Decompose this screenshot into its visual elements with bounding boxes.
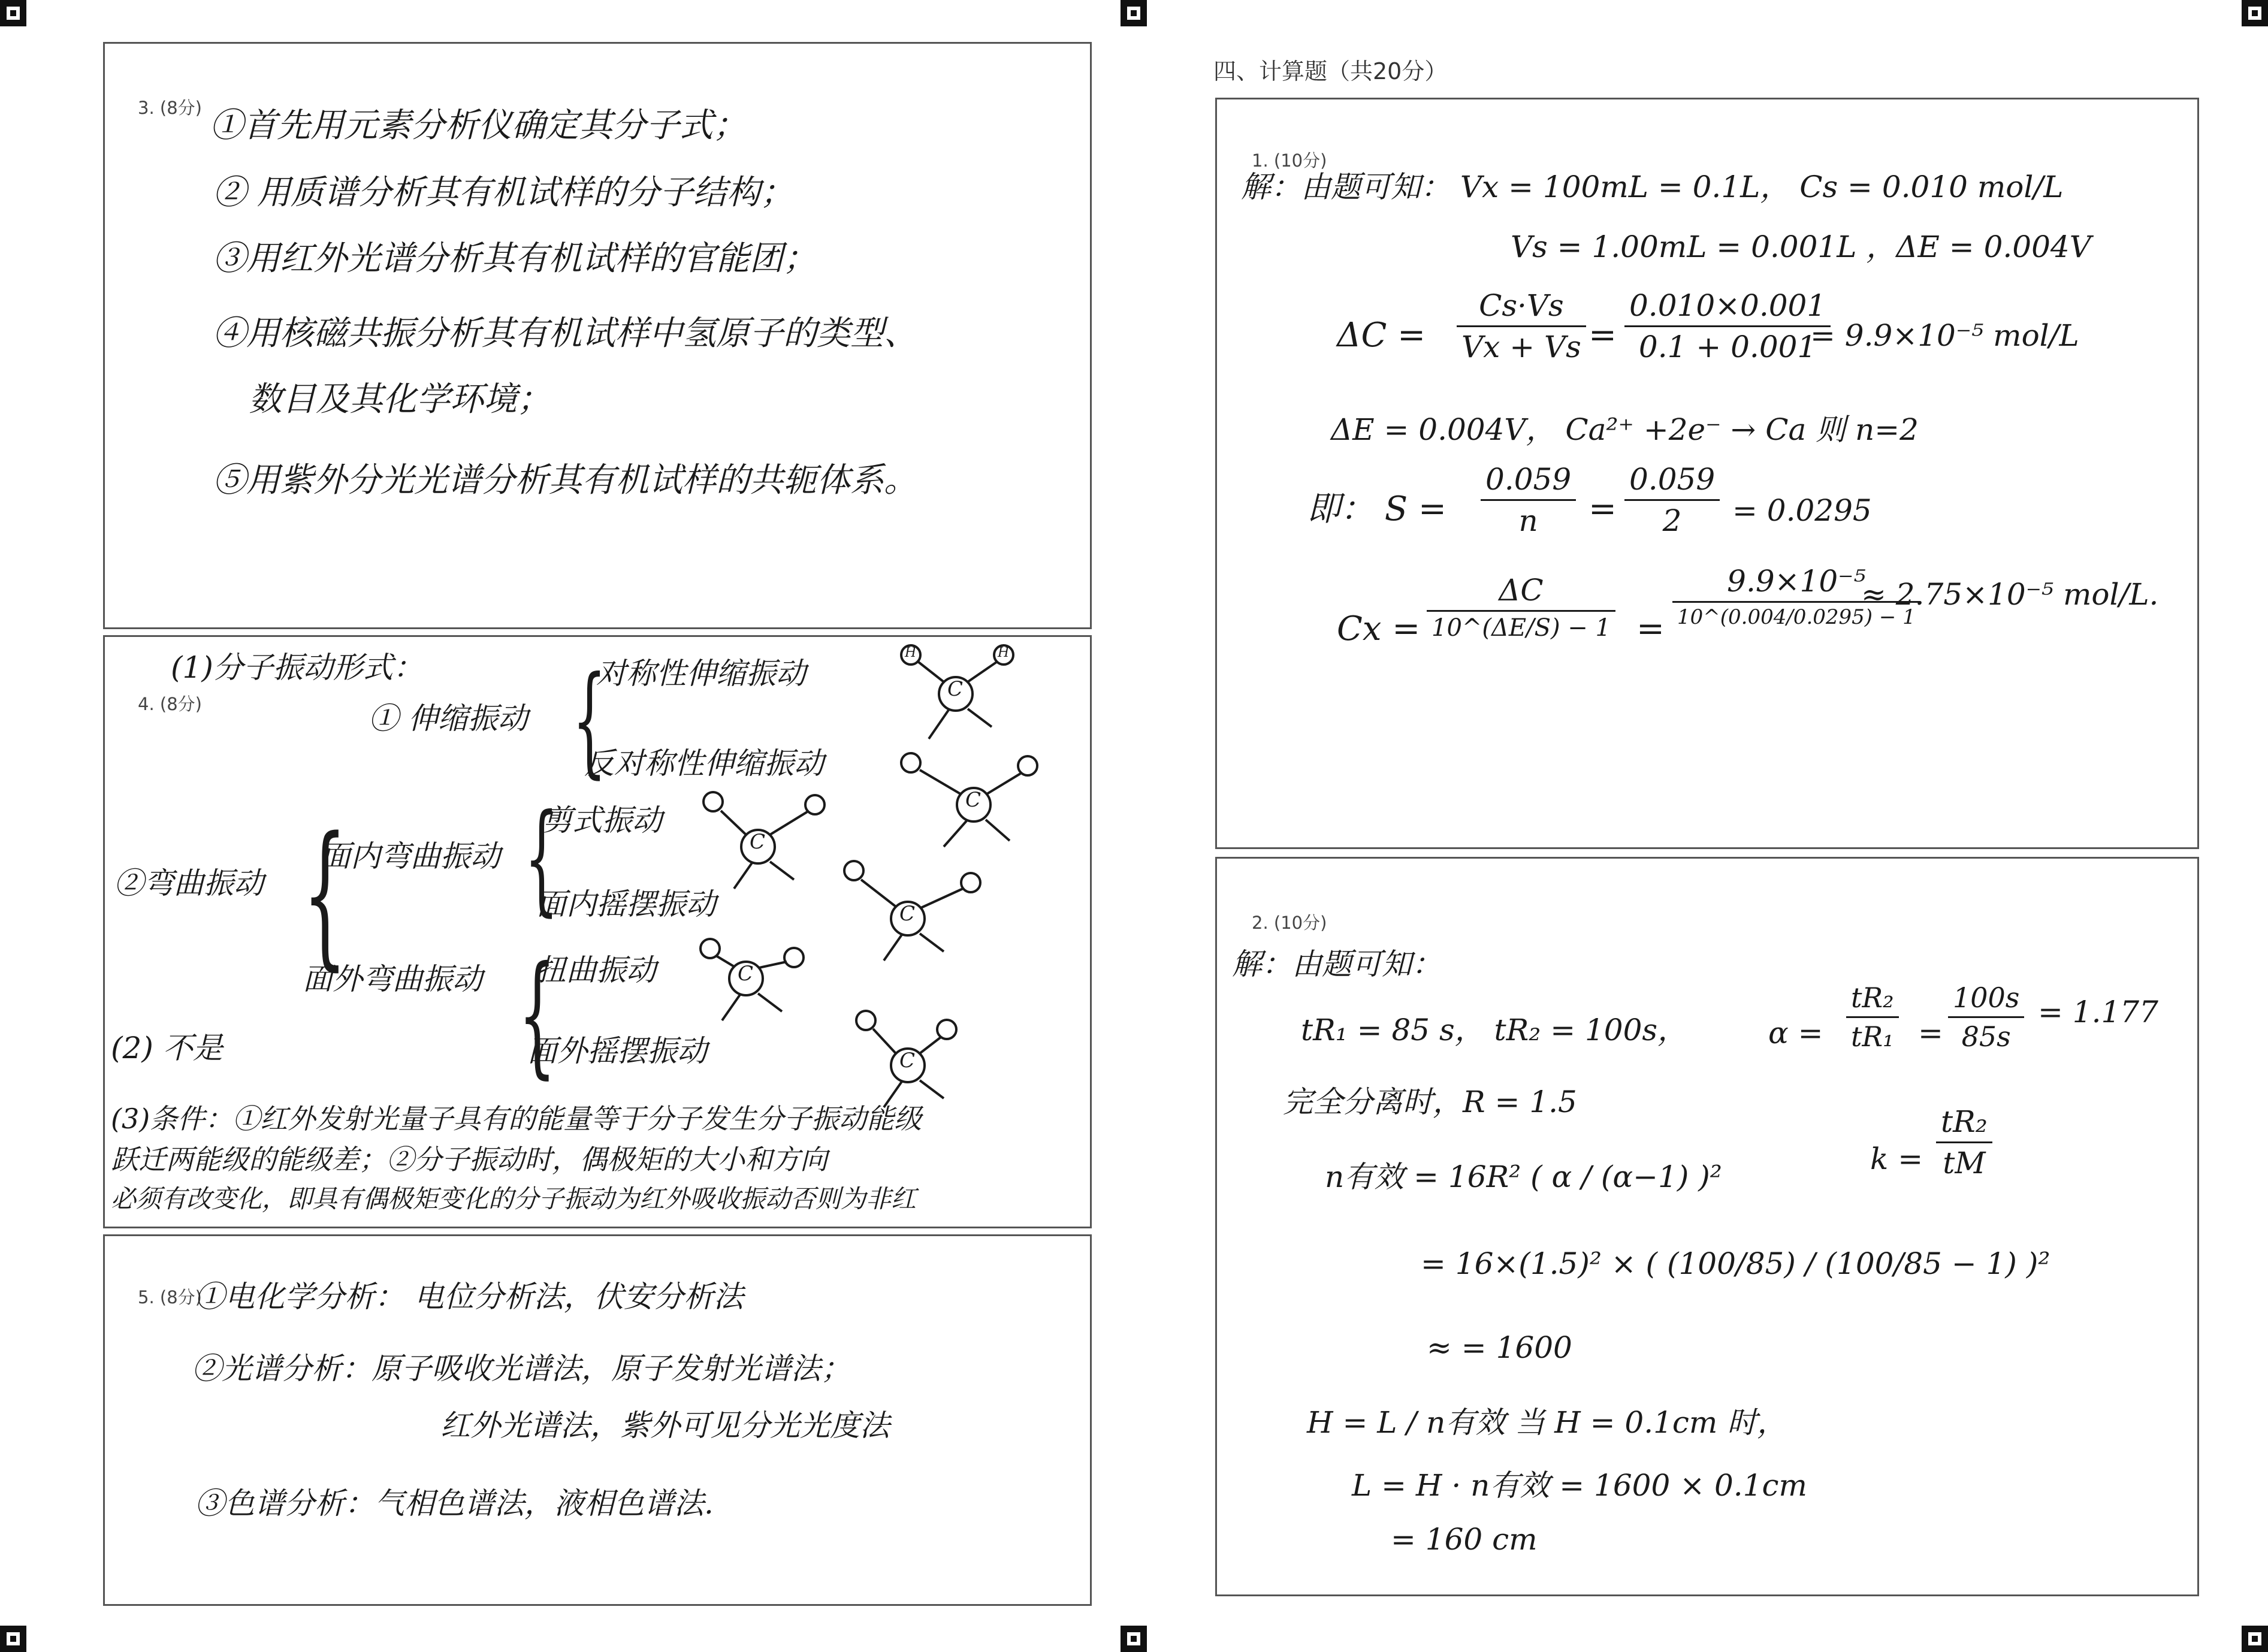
part3-line-2: 跃迁两能级的能级差；②分子振动时，偶极矩的大小和方向 bbox=[111, 1143, 828, 1176]
wag-label: 面外摇摆振动 bbox=[527, 1034, 707, 1068]
atom-label-c: C bbox=[965, 788, 982, 812]
k-fraction bbox=[1936, 1104, 1992, 1180]
brace-outplane: { bbox=[518, 938, 556, 1091]
part2-answer: (2) 不是 bbox=[111, 1031, 223, 1065]
answer-line-1: ①电化学分析： 电位分析法，伏安分析法 bbox=[195, 1279, 744, 1314]
atom-label-h: H bbox=[998, 645, 1010, 660]
denominator: 2 bbox=[1662, 503, 1682, 538]
atom-label-h: H bbox=[905, 645, 917, 660]
part3-line-1: (3)条件：①红外发射光量子具有的能量等于分子发生分子振动能级 bbox=[111, 1103, 922, 1135]
cx-fraction-1 bbox=[1427, 573, 1615, 642]
rock-label: 面内摇摆振动 bbox=[536, 887, 716, 922]
s-lhs: 即： S = bbox=[1307, 490, 1446, 528]
outplane-bend-label: 面外弯曲振动 bbox=[303, 962, 482, 996]
delta-c-lhs: ΔC = bbox=[1337, 316, 1426, 355]
calc-line-7: H = L / n有效 当 H = 0.1cm 时， bbox=[1307, 1405, 1787, 1440]
atom-label-c: C bbox=[899, 902, 916, 926]
denominator: n bbox=[1518, 503, 1538, 538]
registration-marker-bottom-center bbox=[1121, 1626, 1147, 1652]
question-label: 5. (8分) bbox=[138, 1287, 202, 1307]
denominator: 10^(ΔE/S) − 1 bbox=[1432, 614, 1611, 642]
calc-line-3: 完全分离时，R = 1.5 bbox=[1283, 1085, 1577, 1119]
s-result: = 0.0295 bbox=[1732, 493, 1872, 528]
calc-line-8: L = H · n有效 = 1600 × 0.1cm bbox=[1352, 1468, 1807, 1503]
answer-box-calc-q2 bbox=[1215, 857, 2199, 1596]
molecule-sketches bbox=[105, 637, 1090, 1227]
alpha-fraction-2 bbox=[1948, 981, 2024, 1053]
equals-sign: = bbox=[1588, 316, 1617, 355]
answer-box-calc-q1 bbox=[1215, 98, 2199, 849]
atom-label-c: C bbox=[947, 677, 964, 701]
answer-box-q3 bbox=[103, 42, 1092, 629]
answer-line-3: ③用红外光谱分析其有机试样的官能团； bbox=[213, 239, 817, 278]
answer-line-6: ⑤用紫外分光光谱分析其有机试样的共轭体系。 bbox=[213, 461, 917, 500]
bend-label: ②弯曲振动 bbox=[114, 866, 264, 901]
answer-line-2: ② 用质谱分析其有机试样的分子结构； bbox=[213, 173, 794, 212]
brace-inplane: { bbox=[524, 789, 559, 928]
answer-box-q5 bbox=[103, 1234, 1092, 1606]
denominator: tM bbox=[1943, 1146, 1986, 1180]
sym-stretch-label: 对称性伸缩振动 bbox=[596, 656, 806, 691]
part3-line-3: 必须有改变化，即具有偶极矩变化的分子振动为红外吸收振动否则为非红 bbox=[111, 1184, 917, 1213]
calc-line-4: n有效 = 16R² ( α / (α−1) )² bbox=[1325, 1159, 1722, 1194]
numerator: 0.010×0.001 bbox=[1624, 288, 1831, 327]
calc-line-9: = 160 cm bbox=[1391, 1522, 1538, 1557]
numerator: 100s bbox=[1948, 981, 2024, 1018]
s-fraction-1 bbox=[1481, 462, 1576, 538]
delta-c-result: = 9.9×10⁻⁵ mol/L bbox=[1810, 318, 2079, 353]
registration-marker-bottom-left bbox=[0, 1626, 26, 1652]
calc-line-5: = 16×(1.5)² × ( (100/85) / (100/85 − 1) )² bbox=[1421, 1246, 2050, 1281]
question-label: 2. (10分) bbox=[1252, 913, 1327, 933]
equals-sign: = bbox=[1636, 609, 1665, 648]
s-fraction-2 bbox=[1624, 462, 1720, 538]
brace-stretch: { bbox=[572, 651, 607, 790]
question-label: 3. (8分) bbox=[138, 98, 202, 118]
atom-label-c: C bbox=[738, 962, 754, 986]
answer-line-3: 红外光谱法，紫外可见分光光度法 bbox=[440, 1408, 890, 1443]
answer-line-1: ①首先用元素分析仪确定其分子式； bbox=[210, 106, 747, 145]
registration-marker-top-left bbox=[0, 0, 26, 26]
denominator: 85s bbox=[1961, 1020, 2011, 1053]
k-lhs: k = bbox=[1870, 1141, 1923, 1176]
question-label: 4. (8分) bbox=[138, 694, 202, 714]
answer-line-2: ②光谱分析：原子吸收光谱法，原子发射光谱法； bbox=[192, 1351, 851, 1386]
answer-line-5: 数目及其化学环境； bbox=[249, 380, 551, 419]
equals-sign: = bbox=[1588, 490, 1617, 528]
atom-label-c: C bbox=[899, 1049, 916, 1073]
brace-bend: { bbox=[303, 804, 348, 985]
delta-c-fraction-1 bbox=[1457, 288, 1586, 364]
question-label: 1. (10分) bbox=[1252, 150, 1327, 171]
calc-line-2: Vs = 1.00mL = 0.001L ，ΔE = 0.004V bbox=[1511, 229, 2091, 264]
denominator: 10^(0.004/0.0295) − 1 bbox=[1677, 605, 1916, 629]
equals-sign: = bbox=[1918, 1016, 1943, 1050]
alpha-lhs: α = bbox=[1768, 1016, 1823, 1050]
inplane-bend-label: 面内弯曲振动 bbox=[321, 839, 500, 874]
answer-box-q4 bbox=[103, 635, 1092, 1228]
delta-c-fraction-2 bbox=[1624, 288, 1831, 364]
numerator: ΔC bbox=[1427, 573, 1615, 612]
numerator: 0.059 bbox=[1624, 462, 1720, 501]
calc-line-6: ≈ = 1600 bbox=[1427, 1330, 1572, 1365]
alpha-result: = 1.177 bbox=[2038, 995, 2158, 1029]
denominator: Vx + Vs bbox=[1461, 330, 1581, 364]
numerator: tR₂ bbox=[1936, 1104, 1992, 1143]
numerator: 9.9×10⁻⁵ bbox=[1672, 564, 1920, 603]
scissor-label: 剪式振动 bbox=[542, 803, 662, 838]
twist-label: 扭曲振动 bbox=[536, 953, 656, 987]
registration-marker-top-center bbox=[1121, 0, 1147, 26]
numerator: tR₂ bbox=[1846, 981, 1899, 1018]
answer-line-4: ④用核磁共振分析其有机试样中氢原子的类型、 bbox=[213, 314, 917, 353]
numerator: Cs·Vs bbox=[1457, 288, 1586, 327]
numerator: 0.059 bbox=[1481, 462, 1576, 501]
calc-line-1: 解：由题可知： bbox=[1232, 947, 1442, 981]
stretch-label: ① 伸缩振动 bbox=[369, 701, 528, 736]
answer-line-4: ③色谱分析：气相色谱法，液相色谱法. bbox=[195, 1486, 714, 1521]
retention-times: tR₁ = 85 s， tR₂ = 100s， bbox=[1301, 1013, 1688, 1047]
calc-line-4: ΔE = 0.004V， Ca²⁺ +2e⁻ → Ca 则 n=2 bbox=[1331, 412, 1919, 447]
registration-marker-bottom-right bbox=[2242, 1626, 2268, 1652]
cx-lhs: Cx = bbox=[1337, 609, 1421, 648]
calc-line-1: 解：由题可知： Vx = 100mL = 0.1L， Cs = 0.010 mol/L bbox=[1241, 170, 2064, 204]
denominator: 0.1 + 0.001 bbox=[1638, 330, 1817, 364]
cx-result: ≈ 2.75×10⁻⁵ mol/L. bbox=[1861, 577, 2159, 612]
section-title: 四、计算题（共20分） bbox=[1213, 58, 1448, 84]
asym-stretch-label: 反对称性伸缩振动 bbox=[584, 746, 824, 781]
alpha-fraction-1 bbox=[1846, 981, 1899, 1053]
vibration-heading: (1)分子振动形式： bbox=[171, 650, 423, 685]
atom-label-c: C bbox=[750, 830, 766, 854]
registration-marker-top-right bbox=[2242, 0, 2268, 26]
denominator: tR₁ bbox=[1851, 1020, 1894, 1053]
